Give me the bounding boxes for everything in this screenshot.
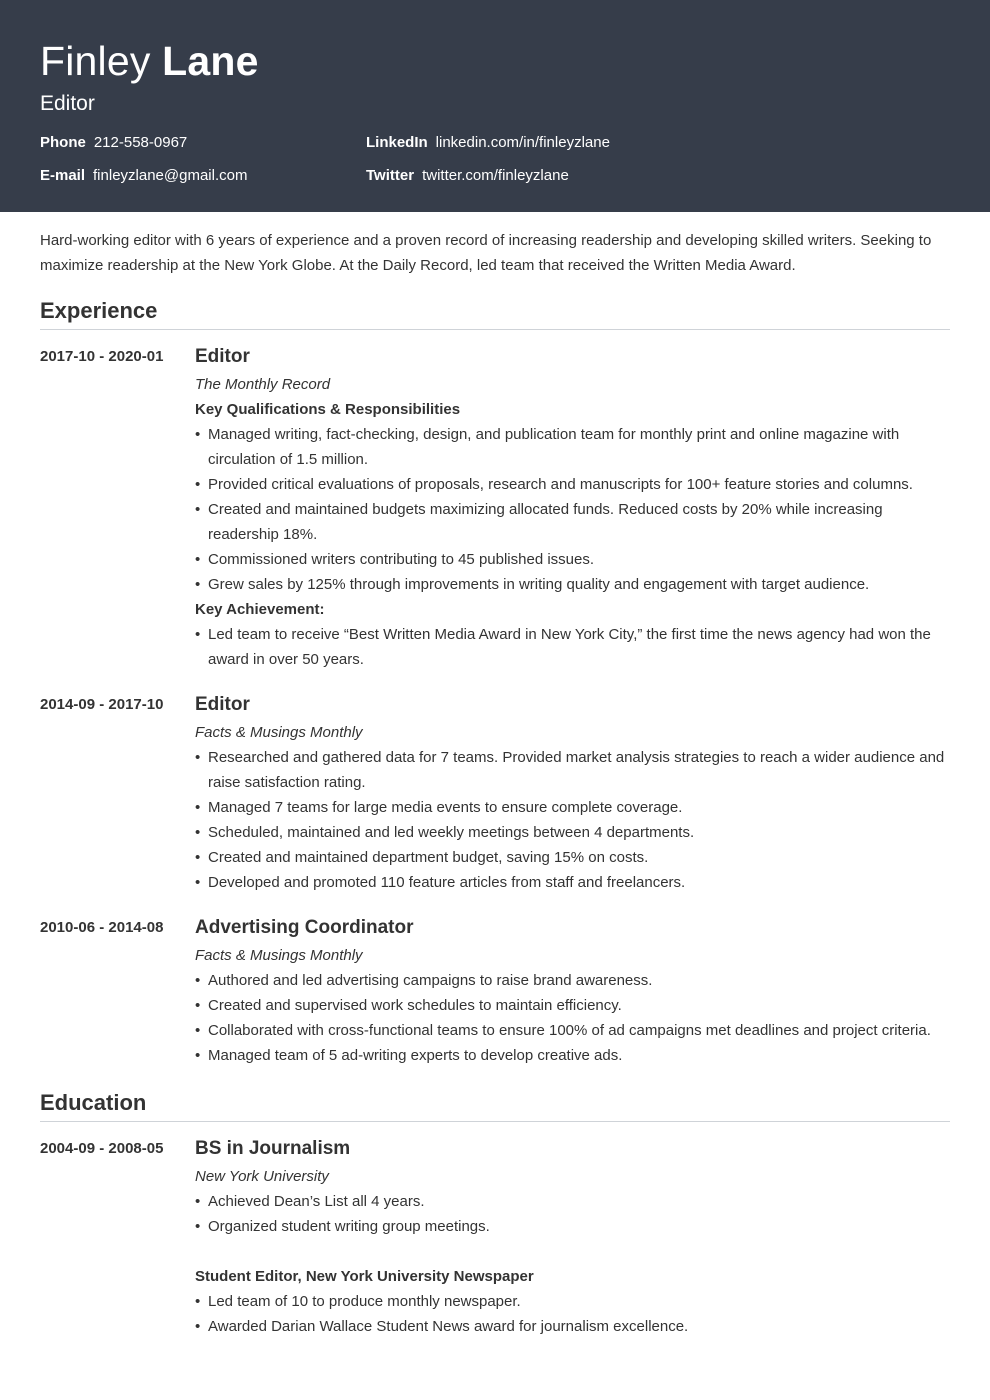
company-name: The Monthly Record [195, 376, 331, 393]
email-label: E-mail [40, 167, 86, 184]
entry-body [195, 694, 950, 895]
contact-info [40, 134, 950, 204]
contact-twitter [366, 167, 569, 184]
candidate-name [40, 38, 950, 84]
list-item: • Led team to receive “Best Written Media Award in New York City,” the first time the news agency had won the award in over 50 years. [195, 622, 950, 672]
experience-entry [40, 346, 950, 672]
entry-body [195, 1138, 950, 1339]
contact-email [40, 167, 247, 184]
list-item: • Collaborated with cross-functional teams to ensure 100% of ad campaigns met deadlines and project criteria. [195, 1018, 950, 1043]
twitter-value: twitter.com/finleyzlane [422, 167, 569, 184]
entry-body [195, 346, 950, 672]
list-item: • Achieved Dean’s List all 4 years. [195, 1189, 950, 1214]
twitter-label: Twitter [366, 167, 415, 184]
linkedin-value: linkedin.com/in/finleyzlane [435, 134, 610, 151]
responsibility-list [195, 968, 950, 1068]
resume-content [0, 228, 990, 1339]
list-item: • Grew sales by 125% through improvements in writing quality and engagement with target audience. [195, 572, 950, 597]
entry-dates: 2004-09 - 2008-05 [40, 1140, 164, 1157]
list-item: • Managed 7 teams for large media events to ensure complete coverage. [195, 795, 950, 820]
job-title: Editor [195, 694, 250, 715]
entry-dates: 2017-10 - 2020-01 [40, 348, 164, 365]
list-item: • Organized student writing group meetings. [195, 1214, 950, 1239]
phone-label: Phone [40, 134, 86, 151]
education-heading: Education [40, 1090, 950, 1122]
student-editor-list [195, 1289, 950, 1339]
achievement-list [195, 622, 950, 672]
list-item: • Created and supervised work schedules to maintain efficiency. [195, 993, 950, 1018]
entry-body [195, 917, 950, 1068]
list-item: • Developed and promoted 110 feature articles from staff and freelancers. [195, 870, 950, 895]
student-editor-heading: Student Editor, New York University Newspaper [195, 1268, 534, 1285]
contact-phone [40, 134, 187, 151]
job-title: Advertising Coordinator [195, 917, 414, 938]
company-name: Facts & Musings Monthly [195, 724, 363, 741]
degree-title: BS in Journalism [195, 1138, 351, 1159]
summary-text: Hard-working editor with 6 years of experience and a proven record of increasing readership and developing skilled writers. Seeking to maximize readership at the New York Globe. At the Daily Record, led team that received the Written Media Award. [40, 232, 932, 274]
contact-linkedin [366, 134, 610, 151]
education-list [195, 1189, 950, 1239]
list-item: • Authored and led advertising campaigns to raise brand awareness. [195, 968, 950, 993]
responsibility-list [195, 422, 950, 597]
job-role: Editor [40, 92, 95, 115]
list-item: • Managed writing, fact-checking, design, and publication team for monthly print and online magazine with circulation of 1.5 million. [195, 422, 950, 472]
list-item: • Led team of 10 to produce monthly newspaper. [195, 1289, 950, 1314]
spacer [195, 1239, 950, 1264]
education-entry [40, 1138, 950, 1339]
company-name: Facts & Musings Monthly [195, 947, 363, 964]
experience-entry [40, 917, 950, 1068]
phone-value: 212-558-0967 [93, 134, 188, 151]
responsibility-list [195, 745, 950, 895]
entry-dates: 2014-09 - 2017-10 [40, 696, 164, 713]
achievement-heading: Key Achievement: [195, 601, 325, 618]
list-item: • Researched and gathered data for 7 teams. Provided market analysis strategies to reach a wider audience and raise satisfaction rating. [195, 745, 950, 795]
list-item: • Created and maintained department budget, saving 15% on costs. [195, 845, 950, 870]
list-item: • Created and maintained budgets maximizing allocated funds. Reduced costs by 20% while increasing readership 18%. [195, 497, 950, 547]
list-item: • Managed team of 5 ad-writing experts to develop creative ads. [195, 1043, 950, 1068]
list-item: • Scheduled, maintained and led weekly meetings between 4 departments. [195, 820, 950, 845]
linkedin-label: LinkedIn [366, 134, 428, 151]
email-value: finleyzlane@gmail.com [93, 167, 248, 184]
experience-entry [40, 694, 950, 895]
qualifications-heading: Key Qualifications & Responsibilities [195, 401, 461, 418]
list-item: • Commissioned writers contributing to 45 published issues. [195, 547, 950, 572]
first-name: Finley [40, 38, 151, 84]
list-item: • Awarded Darian Wallace Student News award for journalism excellence. [195, 1314, 950, 1339]
list-item: • Provided critical evaluations of proposals, research and manuscripts for 100+ feature stories and columns. [195, 472, 950, 497]
experience-heading: Experience [40, 298, 950, 330]
resume-header [0, 0, 990, 212]
job-title: Editor [195, 346, 250, 367]
last-name: Lane [162, 38, 259, 84]
school-name: New York University [195, 1168, 329, 1185]
entry-dates: 2010-06 - 2014-08 [40, 919, 164, 936]
